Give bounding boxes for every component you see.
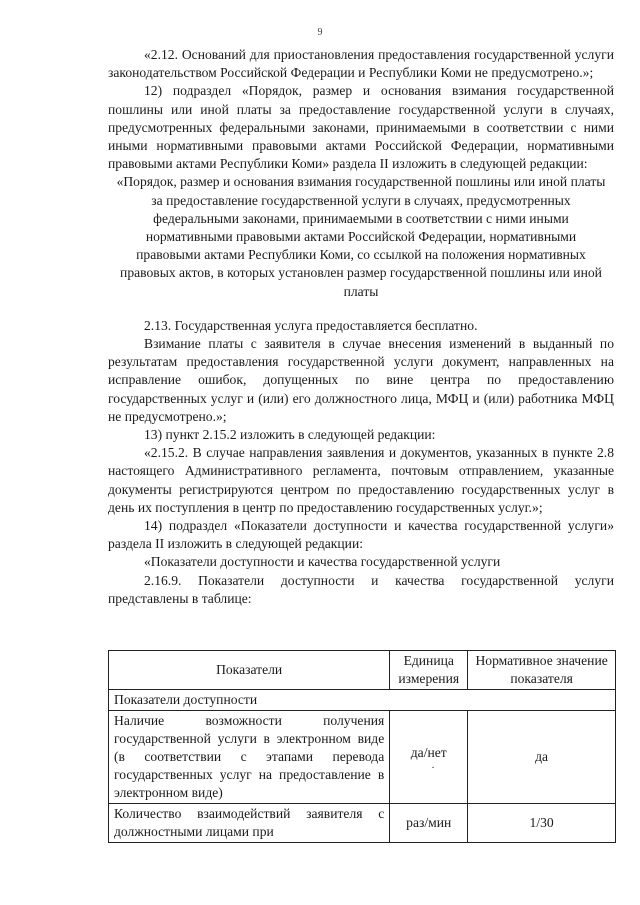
document-body	[108, 46, 614, 608]
paragraph-2-13: 2.13. Государственная услуга предоставляется бесплатно.	[144, 317, 478, 333]
ink-dot: .	[431, 760, 435, 771]
row-indicator: Количество взаимодействий заявителя с должностными лицами при	[109, 804, 390, 843]
row-value: да	[468, 711, 616, 804]
table-row	[109, 804, 616, 843]
page-number: 9	[317, 27, 323, 38]
paragraph-item-12: 12) подраздел «Порядок, размер и основания взимания государственной пошлины или иной платы за предоставление государственной услуги в случаях, предусмотренных федеральными законами, принимаемыми в соответствии с ними иными нормативными правовыми актами Российской Федерации, нормативными правовыми актами Республики Коми» раздела II изложить в следующей редакции:	[108, 83, 614, 172]
table-row	[109, 711, 616, 804]
quoted-subsection-title: «Порядок, размер и основания взимания государственной пошлины или иной платы за предоставление государственной услуги в случаях, предусмотренных федеральными законами, принимаемыми в соответствии с ними иными нормативными правовыми актами Российской Федерации, нормативными правовыми актами Республики Коми, со ссылкой на положения нормативных правовых актов, в которых установлен размер государственной пошлины или иной платы	[116, 174, 606, 299]
header-indicators: Показатели	[109, 651, 390, 690]
header-normative-value: Нормативное значение показателя	[468, 651, 616, 690]
paragraph-item-14: 14) подраздел «Показатели доступности и качества государственной услуги» раздела II изложить в следующей редакции:	[108, 518, 614, 552]
paragraph-2-15-2: «2.15.2. В случае направления заявления и документов, указанных в пункте 2.8 настоящего Административного регламента, почтовым отправлением, указанные документы регистрируются центром по предоставлению государственных услуг в день их поступления в центр по предоставлению государственных услуг.»;	[108, 445, 614, 515]
indicators-table	[108, 650, 616, 843]
spacer	[108, 301, 614, 317]
paragraph-2-12: «2.12. Оснований для приостановления предоставления государственной услуги законодательством Российской Федерации и Республики Коми не предусмотрено.»;	[108, 47, 614, 81]
row-unit: раз/мин	[390, 804, 468, 843]
row-indicator: Наличие возможности получения государственной услуги в электронном виде (в соответствии с этапами перевода государственных услуг на предоставление в электронном виде)	[109, 711, 390, 804]
table-header-row	[109, 651, 616, 690]
paragraph-2-16-9: 2.16.9. Показатели доступности и качества государственной услуги представлены в таблице:	[108, 572, 614, 606]
table-section-row	[109, 690, 616, 711]
row-value: 1/30	[468, 804, 616, 843]
section-title: Показатели доступности	[109, 690, 616, 711]
header-unit: Единица измерения	[390, 651, 468, 690]
row-unit-text: да/нет	[410, 745, 447, 760]
paragraph-item-13: 13) пункт 2.15.2 изложить в следующей редакции:	[144, 427, 436, 443]
paragraph-fee-exemption: Взимание платы с заявителя в случае внесения изменений в выданный по результатам предоставления государственной услуги документ, направленных на исправление ошибок, допущенных по вине центра по предоставлению государственных услуг и (или) его должностного лица, МФЦ и (или) работника МФЦ не предусмотрено.»;	[108, 336, 614, 424]
quoted-subsection-heading: «Показатели доступности и качества государственной услуги	[144, 554, 501, 570]
row-unit	[390, 711, 468, 804]
